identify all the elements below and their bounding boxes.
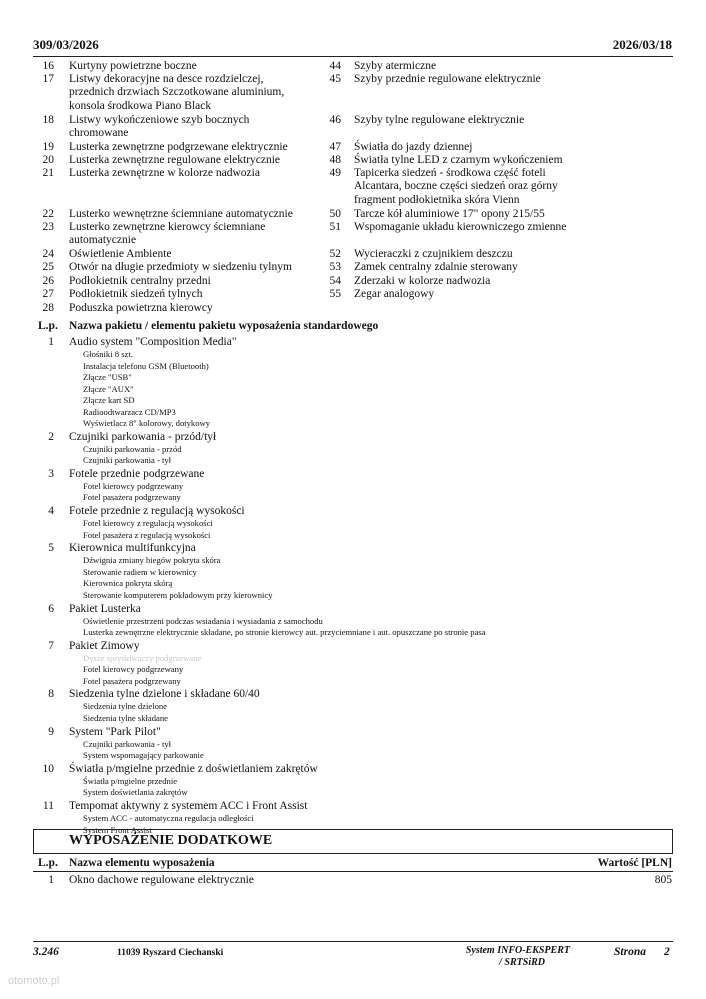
- package-element: Instalacja telefonu GSM (Bluetooth): [83, 360, 209, 371]
- package-lp: 2: [48, 430, 54, 443]
- equipment-item-text: chromowane: [69, 127, 129, 140]
- package-lp: 7: [48, 639, 54, 652]
- equipment-item-lp: 25: [42, 261, 54, 273]
- equipment-item-text: Listwy wykończeniowe szyb bocznych: [69, 114, 250, 126]
- extra-header-rule: [33, 871, 673, 872]
- equipment-item-lp: 52: [329, 248, 341, 260]
- equipment-item-text: automatycznie: [69, 234, 137, 247]
- equipment-item-lp: 46: [329, 114, 341, 126]
- package-name: Pakiet Zimowy: [69, 639, 140, 652]
- package-element: Fotel kierowcy podgrzewany: [83, 664, 184, 675]
- package-element: System ACC - automatyczna regulacja odległości: [83, 813, 254, 823]
- package-element: Fotel pasażera podgrzewany: [83, 675, 181, 686]
- package-element: Sterowanie radiem w kierownicy: [83, 566, 197, 577]
- equipment-item-text: Wspomaganie układu kierowniczego zmienne: [354, 221, 567, 233]
- equipment-item-lp: 24: [42, 248, 54, 260]
- package-element: Dysze spryskiwaczy podgrzewane: [83, 652, 202, 663]
- equipment-item-text: Lusterka zewnętrzne w kolorze nadwozia: [69, 167, 260, 179]
- equipment-item-text: Szyby tylne regulowane elektrycznie: [354, 114, 525, 126]
- equipment-item-text: przednich drzwiach Szczotkowane aluminium,: [69, 86, 285, 99]
- package-element: Wyświetlacz 8" kolorowy, dotykowy: [83, 418, 211, 428]
- equipment-item-lp: 49: [329, 167, 341, 179]
- package-lp: 6: [48, 602, 54, 615]
- equipment-item-text: Lusterka zewnętrzne regulowane elektrycznie: [69, 154, 281, 166]
- equipment-item-lp: 44: [329, 60, 341, 72]
- equipment-item-lp: 26: [42, 275, 54, 287]
- equipment-item-text: Listwy dekoracyjne na desce rozdzielczej,: [69, 73, 264, 85]
- equipment-item-lp: 53: [329, 261, 341, 273]
- equipment-item-lp: 22: [42, 208, 54, 220]
- package-element: Fotel pasażera podgrzewany: [83, 492, 181, 503]
- package-element: System Front Assist: [83, 824, 152, 835]
- package-element: System wspomagający parkowanie: [83, 750, 204, 761]
- equipment-item-lp: 23: [42, 221, 54, 233]
- package-element: Siedzenia tylne składane: [83, 712, 168, 723]
- package-element: Fotel pasażera z regulacją wysokości: [83, 529, 211, 540]
- packages-col-title: Nazwa pakietu / elementu pakietu wyposażenia standardowego: [69, 320, 379, 332]
- equipment-item-lp: 19: [42, 141, 54, 153]
- equipment-item-text: Podłokietnik centralny przedni: [69, 275, 211, 287]
- equipment-item-text: Tarcze kół aluminiowe 17" opony 215/55: [354, 208, 545, 220]
- extra-equipment-title: WYPOSAŻENIE DODATKOWE: [69, 833, 273, 848]
- equipment-item-lp: 18: [42, 114, 54, 126]
- equipment-item-text: Poduszka powietrzna kierowcy: [69, 302, 213, 314]
- equipment-item-text: Lusterko wewnętrzne ściemniane automatycznie: [69, 208, 293, 220]
- package-element: Głośniki 8 szt.: [83, 349, 133, 359]
- package-lp: 4: [48, 505, 54, 518]
- equipment-item-lp: 21: [42, 167, 54, 179]
- package-element: Oświetlenie przestrzeni podczas wsiadania i wysiadania z samochodu: [83, 615, 323, 626]
- package-lp: 9: [48, 725, 54, 738]
- equipment-item-text: Szyby przednie regulowane elektrycznie: [354, 73, 541, 85]
- footer-page-label: Strona: [614, 946, 646, 958]
- package-element: Lusterka zewnętrzne elektrycznie składane, po stronie kierowcy aut. przyciemniane i aut. opuszczane po stronie pasa: [83, 627, 486, 637]
- extra-row-value: 805: [654, 874, 672, 886]
- package-lp: 11: [42, 800, 54, 812]
- package-element: Siedzenia tylne dzielone: [83, 701, 167, 712]
- equipment-item-lp: 48: [329, 154, 341, 166]
- equipment-item-lp: 17: [42, 73, 54, 85]
- equipment-item-lp: 28: [42, 302, 54, 314]
- extra-equipment-section: [33, 829, 673, 854]
- footer-page-number: 2: [664, 946, 670, 958]
- package-name: Kierownica multifunkcyjna: [69, 542, 196, 555]
- equipment-item-lp: 50: [329, 208, 341, 220]
- equipment-item-text: Zamek centralny zdalnie sterowany: [354, 261, 518, 273]
- equipment-item-lp: 16: [42, 60, 54, 72]
- package-element: Fotel kierowcy podgrzewany: [83, 480, 184, 491]
- package-name: Czujniki parkowania - przód/tył: [69, 430, 217, 443]
- package-name: Fotele przednie podgrzewane: [69, 467, 205, 480]
- extra-col-name: Nazwa elementu wyposażenia: [69, 857, 215, 869]
- footer-rule: [33, 941, 673, 942]
- equipment-item-text: Lusterko zewnętrzne kierowcy ściemniane: [69, 221, 266, 233]
- equipment-item-lp: 45: [329, 73, 341, 85]
- equipment-item-text: fragment podłokietnika skóra Vienn: [354, 193, 520, 206]
- equipment-item-text: Oświetlenie Ambiente: [69, 248, 172, 260]
- equipment-item-lp: 27: [42, 288, 54, 300]
- package-element: Fotel kierowcy z regulacją wysokości: [83, 518, 213, 529]
- package-name: Fotele przednie z regulacją wysokości: [69, 505, 245, 518]
- package-lp: 5: [48, 542, 54, 555]
- package-element: Złącze "AUX": [83, 383, 134, 394]
- equipment-item-text: Zegar analogowy: [354, 288, 435, 300]
- equipment-item-text: Kurtyny powietrzne boczne: [69, 60, 197, 72]
- footer-system-sub: / SRTSiRD: [499, 957, 545, 968]
- equipment-item-lp: 51: [329, 221, 341, 233]
- package-name: Światła p/mgielne przednie z doświetlaniem zakrętów: [69, 762, 318, 775]
- equipment-item-lp: 55: [329, 288, 341, 300]
- package-element: Światła p/mgielne przednie: [83, 775, 178, 786]
- equipment-item-text: Szyby atermiczne: [354, 60, 437, 72]
- extra-row-name: Okno dachowe regulowane elektrycznie: [69, 874, 254, 886]
- package-element: Dźwignia zmiany biegów pokryta skóra: [83, 555, 221, 566]
- footer-code: 3.246: [33, 946, 59, 958]
- equipment-item-lp: 47: [329, 141, 341, 153]
- report-date: 2026/03/18: [612, 37, 672, 52]
- package-element: Czujniki parkowania - przód: [83, 443, 182, 454]
- packages-col-lp: L.p.: [38, 320, 58, 332]
- package-lp: 10: [42, 762, 54, 775]
- package-name: Tempomat aktywny z systemem ACC i Front Assist: [69, 800, 308, 812]
- equipment-item-text: Zderzaki w kolorze nadwozia: [354, 275, 491, 287]
- equipment-item-lp: 54: [329, 275, 341, 287]
- watermark: otomoto.pl: [8, 975, 60, 987]
- header-rule: [33, 56, 673, 57]
- package-name: System "Park Pilot": [69, 725, 161, 738]
- package-lp: 1: [48, 336, 54, 348]
- extra-col-lp: L.p.: [38, 857, 58, 869]
- package-element: Czujniki parkowania - tył: [83, 738, 172, 749]
- package-element: System doświetlania zakrętów: [83, 787, 188, 798]
- package-element: Sterowanie komputerem pokładowym przy kierownicy: [83, 589, 273, 600]
- package-element: Kierownica pokryta skórą: [83, 578, 173, 589]
- equipment-item-text: Otwór na długie przedmioty w siedzeniu tylnym: [69, 261, 292, 273]
- equipment-item-text: Alcantara, boczne części siedzeń oraz górny: [354, 180, 558, 193]
- package-name: Siedzenia tylne dzielone i składane 60/40: [69, 688, 260, 701]
- footer-user: 11039 Ryszard Ciechanski: [117, 948, 224, 958]
- equipment-item-text: Światła tylne LED z czarnym wykończeniem: [354, 154, 563, 166]
- package-element: Czujniki parkowania - tył: [83, 455, 172, 466]
- equipment-item-text: Wycieraczki z czujnikiem deszczu: [354, 248, 513, 260]
- package-element: Złącze "USB": [83, 372, 132, 382]
- package-lp: 8: [48, 688, 54, 701]
- extra-row-lp: 1: [48, 874, 54, 886]
- equipment-item-text: Światła do jazdy dziennej: [354, 141, 473, 153]
- package-element: Złącze kart SD: [83, 395, 135, 405]
- report-code: 309/03/2026: [33, 37, 99, 52]
- package-name: Audio system "Composition Media": [69, 336, 237, 348]
- equipment-item-text: Lusterka zewnętrzne podgrzewane elektrycznie: [69, 141, 288, 153]
- extra-col-value: Wartość [PLN]: [597, 857, 672, 869]
- equipment-item-text: Tapicerka siedzeń - środkowa część foteli: [354, 167, 546, 179]
- package-element: Radioodtwarzacz CD/MP3: [83, 406, 176, 417]
- equipment-item-text: konsola środkowa Piano Black: [69, 99, 212, 112]
- equipment-item-text: Podłokietnik siedzeń tylnych: [69, 288, 203, 300]
- package-name: Pakiet Lusterka: [69, 602, 141, 615]
- package-lp: 3: [48, 467, 54, 480]
- footer-system: System INFO-EKSPERT: [465, 945, 570, 956]
- equipment-item-lp: 20: [42, 154, 54, 166]
